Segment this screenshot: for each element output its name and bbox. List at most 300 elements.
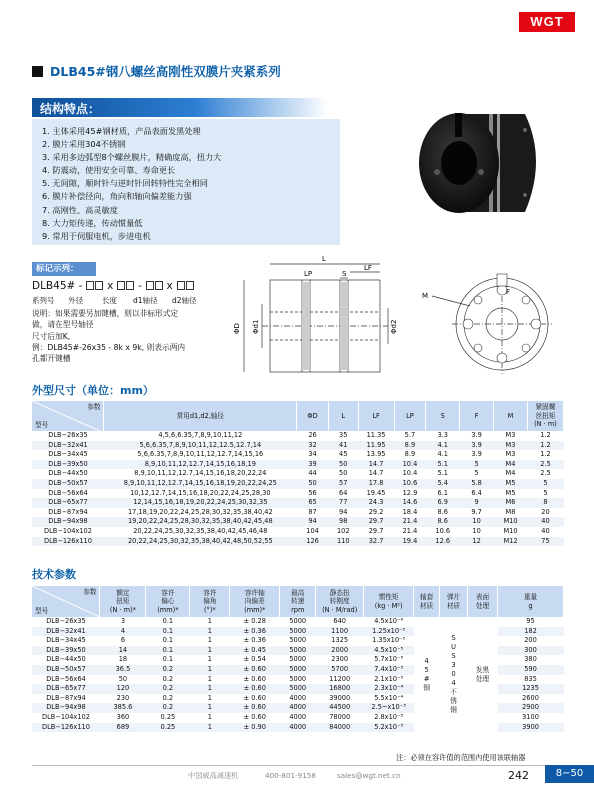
footer-phone: 400-801-9158 [265, 771, 316, 780]
table-cell: 0.2 [162, 693, 174, 702]
table-cell: 32.7 [358, 537, 394, 547]
table-cell: 12.9 [402, 488, 418, 497]
feature-item: 9. 常用于伺服电机，步进电机 [42, 230, 151, 241]
table-cell: 3.9 [471, 450, 482, 459]
table-cell: DLB−65x77 [32, 498, 104, 508]
table-cell: 0.2 [146, 703, 190, 713]
table-cell: 40 [541, 526, 550, 535]
table-cell: 29.7 [368, 526, 384, 535]
table-cell: 20,22,24,25,30,32,35,38,40,42,45,46,48 [133, 526, 268, 535]
table-cell: 1 [207, 674, 212, 683]
feature-item: 8. 大力矩传递，传动惯量低 [42, 217, 143, 228]
dim-OD: ΦD [233, 323, 241, 334]
table-cell: 50 [118, 674, 128, 683]
table-cell: 84000 [316, 723, 364, 733]
table-cell: 12 [460, 537, 494, 547]
table-cell: 24.3 [358, 498, 394, 508]
code-prefix: DLB45# - [32, 280, 83, 292]
table-cell: 6.4 [471, 488, 482, 497]
table-cell: 57 [328, 479, 358, 489]
table-cell: 5.4 [426, 479, 460, 489]
table-cell: 4,5,6,6.35,7,8,9,10,11,12 [158, 431, 243, 439]
table-cell: M3 [494, 441, 528, 451]
table-cell: 380 [524, 655, 537, 664]
page-number: 242 [508, 769, 529, 782]
table-cell: M10 [503, 526, 518, 535]
table-cell: 5.7 [404, 431, 416, 439]
col-header: 惯性矩 (kg · M²) [364, 586, 414, 617]
table-cell: 5700 [316, 665, 364, 675]
table-cell: 44500 [316, 703, 364, 713]
table-cell: 29.7 [358, 517, 394, 527]
feature-item: 6. 膜片补偿径向，角向和轴向偏差能力强 [42, 191, 192, 202]
material-cell: 4 5 # 钢 [414, 617, 440, 732]
table-cell: 29.2 [368, 507, 384, 516]
table-cell: 6.1 [437, 488, 448, 497]
table-cell: 5.1 [426, 460, 460, 470]
table-cell: DLB−126x110 [32, 723, 100, 733]
table-cell: DLB−44x50 [46, 655, 86, 664]
dim-L: L [322, 255, 326, 263]
table-cell: 3900 [498, 723, 564, 733]
table-cell: DLB−26x35 [46, 617, 86, 625]
features-list [32, 119, 340, 245]
table-row [32, 498, 564, 508]
table-cell: DLB−50x57 [32, 665, 100, 675]
code-box [126, 281, 134, 290]
table-cell: M3 [505, 431, 516, 439]
table-cell: ± 0.28 [243, 617, 266, 625]
example-note [32, 308, 232, 364]
table-cell: 0.1 [146, 646, 190, 656]
table-cell: 1.25x10⁻⁵ [364, 627, 414, 637]
table-row [32, 450, 564, 460]
table-cell: 8 [527, 498, 563, 508]
table-row [32, 441, 564, 451]
table-cell: ± 0.36 [243, 636, 266, 645]
table-corner [32, 401, 104, 431]
corner-param: 参数 [87, 403, 101, 411]
table-cell: ± 0.36 [230, 627, 280, 637]
table-cell: 360 [116, 712, 130, 721]
table-cell: 110 [328, 537, 358, 547]
footer-note: 注：必须在容许值的范围内使用该联轴器 [396, 753, 526, 762]
dim-LP: LP [304, 270, 313, 278]
table-cell: 2600 [522, 693, 539, 702]
note-line: 说明：如果需要另加键槽，则以非标形式定 [32, 309, 179, 318]
table-cell: 8,9,10,11,12,12.7,14,15,16,18,19 [104, 460, 297, 470]
table-cell: 10 [460, 517, 494, 527]
table-cell: 5 [543, 488, 548, 497]
table-cell: 2900 [498, 703, 564, 713]
brand-logo: WGT [519, 12, 575, 32]
table-cell: 5.7x10⁻⁵ [374, 655, 404, 664]
code-box [186, 281, 194, 290]
table-cell: 0.25 [146, 723, 190, 733]
table-cell: M10 [494, 517, 528, 527]
coupling-product-image [397, 100, 547, 235]
col-header: 静态扭 转刚度 (N · M/rad) [316, 586, 364, 617]
label-d1: d1轴径 [133, 296, 158, 305]
table-cell: 12,14,15,16,18,19,20,22,24,25,30,32,35 [104, 498, 297, 508]
table-cell: 77 [328, 498, 358, 508]
table-cell: 4.5x10⁻⁶ [374, 617, 404, 625]
table-cell: 1.2 [527, 441, 563, 451]
dim-S: S [342, 270, 347, 278]
features-banner [32, 98, 328, 117]
table-cell: 1 [207, 655, 212, 664]
table-cell: 0.1 [162, 636, 174, 645]
table-cell: 14.6 [394, 498, 426, 508]
table-cell: 689 [100, 723, 146, 733]
dimensions-heading: 外型尺寸（单位：mm） [32, 384, 154, 397]
table-cell: 87 [308, 507, 317, 516]
table-cell: DLB−26x35 [48, 431, 88, 439]
table-cell: 385.6 [100, 703, 146, 713]
dim-M: M [422, 292, 429, 300]
table-cell: 0.2 [146, 665, 190, 675]
code-box [117, 281, 125, 290]
code-box [146, 281, 154, 290]
table-row [32, 431, 564, 441]
table-cell: 2.5 [527, 460, 563, 470]
table-cell: DLB−39x50 [32, 646, 100, 656]
table-cell: 1 [190, 703, 230, 713]
table-cell: DLB−44x50 [48, 469, 88, 478]
table-cell: 200 [524, 636, 537, 645]
table-cell: 0.25 [160, 712, 176, 721]
table-cell: 1325 [331, 636, 349, 645]
table-cell: 44 [308, 469, 317, 478]
table-cell: 9.7 [471, 507, 482, 516]
table-cell: 75 [527, 537, 563, 547]
table-cell: 1 [190, 627, 230, 637]
table-cell: 2.5 [540, 469, 551, 478]
table-cell: 1 [190, 723, 230, 733]
note-line: 尺寸后加K, [32, 331, 71, 341]
note-line: 孔都开键槽 [32, 354, 71, 364]
table-cell: 65 [297, 498, 329, 508]
table-cell: DLB−94x98 [32, 703, 100, 713]
table-cell: 8.6 [437, 507, 448, 516]
table-cell: 120 [100, 684, 146, 694]
table-cell: 9 [460, 498, 494, 508]
table-cell: 5.1 [437, 469, 448, 478]
table-cell: 182 [498, 627, 564, 637]
table-cell: 13.95 [366, 450, 386, 459]
col-header: LF [358, 401, 394, 431]
col-header: 常用d1,d2,轴径 [104, 401, 297, 431]
table-row [32, 517, 564, 527]
table-cell: 3.3 [437, 431, 448, 439]
table-cell: 300 [498, 646, 564, 656]
table-cell: 8.6 [426, 517, 460, 527]
table-cell: 14 [100, 646, 146, 656]
table-cell: 10.4 [402, 469, 418, 478]
table-cell: 3 [120, 617, 126, 625]
table-cell: 3.9 [460, 441, 494, 451]
table-cell: M3 [505, 450, 516, 459]
col-header: 弹片 材质 [440, 586, 468, 617]
code-box [86, 281, 94, 290]
table-cell: 7.4x10⁻⁵ [364, 665, 414, 675]
table-cell: 8.9 [394, 441, 426, 451]
table-cell: 5.5x10⁻⁴ [374, 693, 404, 702]
col-header: 轴套 材质 [414, 586, 440, 617]
table-cell: 1 [207, 712, 212, 721]
code-x: x [107, 280, 114, 292]
table-row [32, 460, 564, 470]
table-cell: 6.9 [426, 498, 460, 508]
col-header: 容许 偏心 (mm)* [146, 586, 190, 617]
table-cell: ± 0.90 [230, 723, 280, 733]
code-dash: - [138, 280, 142, 292]
table-cell: 39000 [329, 693, 351, 702]
feature-item: 5. 无间隙，顺时针与逆时针回转特性完全相同 [42, 178, 208, 189]
table-cell: 0.2 [162, 674, 174, 683]
table-row [32, 479, 564, 489]
table-cell: 35 [339, 431, 348, 439]
table-cell: DLB−39x50 [32, 460, 104, 470]
table-cell: 1 [190, 646, 230, 656]
table-cell: DLB−65x77 [32, 684, 100, 694]
table-cell: 36.5 [100, 665, 146, 675]
col-header: 紧固螺 丝扭矩 (N · m) [527, 401, 563, 431]
table-cell: ± 0.60 [243, 693, 266, 702]
material-cell: S U S 3 0 4 不 锈 钢 [440, 617, 468, 732]
table-cell: 8.9 [404, 450, 416, 459]
table-cell: 12.6 [426, 537, 460, 547]
table-cell: 14.7 [358, 460, 394, 470]
table-cell: 5 [460, 460, 494, 470]
table-cell: DLB−34x45 [46, 636, 86, 645]
table-cell: 5,6,6.35,7,8,9,10,11,12,12.5,12.7,14 [104, 441, 297, 451]
dim-d2: Φd2 [390, 319, 398, 334]
table-row [32, 537, 564, 547]
table-cell: 0.1 [162, 617, 174, 625]
model-code [32, 280, 194, 292]
table-cell: 0.1 [162, 655, 174, 664]
corner-param: 参数 [83, 588, 97, 596]
table-cell: 11200 [329, 674, 351, 683]
label-len: 长度 [102, 296, 117, 305]
table-cell: 5000 [280, 646, 316, 656]
col-header: 表面 处理 [468, 586, 498, 617]
table-cell: M5 [505, 488, 516, 497]
col-header: 重量 g [498, 586, 564, 617]
table-cell: 2.8x10⁻³ [374, 712, 404, 721]
corner-model: 型号 [35, 420, 49, 429]
table-cell: 5 [527, 479, 563, 489]
table-cell: 2000 [316, 646, 364, 656]
table-cell: 17.8 [358, 479, 394, 489]
table-cell: DLB−56x64 [46, 674, 86, 683]
table-cell: 4000 [289, 693, 307, 702]
table-cell: 98 [328, 517, 358, 527]
table-cell: 8,9,10,11,12,12.7,14,15,16,18,20,22,24 [134, 469, 267, 478]
table-cell: 5.2x10⁻³ [364, 723, 414, 733]
table-cell: 102 [336, 526, 350, 535]
table-cell: 50 [328, 460, 358, 470]
feature-item: 4. 防震动，使用安全可靠、寿命更长 [42, 165, 176, 176]
table-cell: 6 [120, 636, 126, 645]
table-cell: 5 [474, 469, 479, 478]
table-cell: DLB−94x98 [32, 517, 104, 527]
table-cell: 2.3x10⁻⁴ [364, 684, 414, 694]
note-line: 做，请在型号轴径 [32, 320, 94, 330]
table-cell: DLB−56x64 [48, 488, 88, 497]
table-cell: 21.4 [402, 526, 418, 535]
table-cell: 5000 [280, 665, 316, 675]
page-title: DLB45#钢八螺丝高刚性双膜片夹紧系列 [50, 64, 281, 79]
table-cell: 4.1 [426, 441, 460, 451]
table-cell: 41 [328, 441, 358, 451]
table-cell: 5000 [289, 617, 307, 625]
table-row [32, 617, 564, 627]
tech-table [32, 586, 564, 732]
col-header: F [460, 401, 494, 431]
dimensions-table [32, 401, 564, 546]
table-cell: 45 [339, 450, 348, 459]
code-box [155, 281, 163, 290]
table-cell: 1.2 [540, 450, 551, 459]
example-tag: 标记示列： [32, 262, 96, 276]
table-cell: 19.4 [394, 537, 426, 547]
table-cell: 20,22,24,25,30,32,35,38,40,42,48,50,52,55 [104, 537, 297, 547]
corner-model: 型号 [35, 606, 49, 615]
table-row [32, 489, 564, 499]
table-cell: 20 [541, 507, 550, 516]
table-cell: 94 [339, 507, 348, 516]
table-cell: 18.4 [402, 507, 418, 516]
table-cell: 10 [472, 526, 481, 535]
table-cell: 2.5~x10⁻³ [364, 703, 414, 713]
table-cell: DLB−32x41 [32, 441, 104, 451]
table-cell: 21.4 [394, 517, 426, 527]
dim-LF: LF [364, 264, 372, 272]
table-cell: 5000 [280, 684, 316, 694]
table-cell: M4 [494, 460, 528, 470]
table-cell: 64 [339, 488, 348, 497]
footer-company: 中国威高减速机 [188, 771, 239, 780]
table-cell: DLB−87x94 [46, 693, 86, 702]
tech-heading: 技术参数 [32, 568, 76, 581]
code-x: x [166, 280, 173, 292]
table-cell: ± 0.60 [230, 665, 280, 675]
table-corner [32, 586, 100, 617]
table-cell: 50 [297, 479, 329, 489]
feature-item: 1. 主体采用45#钢材质，产品表面发黑处理 [42, 126, 201, 136]
table-cell: 5.8 [460, 479, 494, 489]
title-marker [32, 66, 43, 77]
code-box [95, 281, 103, 290]
table-cell: 78000 [329, 712, 351, 721]
note-line: 例：DLB45#-26x35 - 8k x 9k, 则表示两内 [32, 342, 186, 352]
table-cell: 95 [526, 617, 535, 625]
table-cell: DLB−32x41 [32, 627, 100, 637]
table-cell: 1.2 [540, 431, 551, 439]
table-cell: 4000 [289, 712, 307, 721]
table-cell: 1 [190, 665, 230, 675]
table-cell: 19.45 [366, 488, 386, 497]
table-cell: ± 0.60 [230, 684, 280, 694]
table-cell: 590 [498, 665, 564, 675]
col-header: 容许 偏角 (°)* [190, 586, 230, 617]
col-header: 容许轴 向偏差 (mm)* [230, 586, 280, 617]
table-cell: 14.7 [368, 469, 384, 478]
table-cell: DLB−34x45 [48, 450, 88, 459]
table-cell: 126 [297, 537, 329, 547]
table-cell: DLB−87x94 [48, 507, 88, 516]
table-cell: 1 [207, 617, 212, 625]
table-cell: 10.4 [394, 460, 426, 470]
table-cell: 4000 [280, 703, 316, 713]
footer-divider [32, 765, 564, 766]
table-cell: M6 [494, 498, 528, 508]
table-cell: 5000 [289, 636, 307, 645]
dim-F: F [506, 288, 511, 296]
table-cell: 34 [308, 450, 317, 459]
table-cell: 0.1 [146, 627, 190, 637]
col-header: 最高 转速 rpm [280, 586, 316, 617]
table-cell: ± 0.60 [230, 703, 280, 713]
table-cell: 2300 [331, 655, 349, 664]
table-cell: DLB−104x102 [44, 526, 92, 535]
table-cell: DLB−126x110 [32, 537, 104, 547]
table-cell: DLB−104x102 [42, 712, 90, 721]
col-header: LP [394, 401, 426, 431]
col-header: ΦD [297, 401, 329, 431]
table-cell: DLB−50x57 [32, 479, 104, 489]
table-row [32, 527, 564, 537]
table-cell: 50 [339, 469, 348, 478]
table-cell: M8 [505, 507, 516, 516]
label-d2: d2轴径 [172, 296, 197, 305]
table-cell: 8,9,10,11,12,12.7,14,15,16,18,19,20,22,24,25 [104, 479, 297, 489]
feature-item: 2. 膜片采用304不锈钢 [42, 139, 126, 150]
table-cell: 0.2 [146, 684, 190, 694]
table-cell: 1.35x10⁻⁵ [372, 636, 406, 645]
feature-item: 3. 采用多边弧型8个螺丝膜片，精确度高，扭力大 [42, 152, 222, 163]
section-tab: 8−50 [545, 765, 594, 783]
table-cell: 3100 [522, 712, 539, 721]
table-cell: 1 [207, 636, 212, 645]
table-cell: 5000 [280, 627, 316, 637]
table-cell: 1 [207, 693, 212, 702]
table-cell: ± 0.45 [230, 646, 280, 656]
col-header: S [426, 401, 460, 431]
table-cell: ± 0.60 [243, 674, 266, 683]
col-header: M [494, 401, 528, 431]
table-cell: 104 [306, 526, 319, 535]
table-cell: 5000 [289, 674, 307, 683]
table-cell: 40 [527, 517, 563, 527]
table-cell: 4000 [280, 723, 316, 733]
table-cell: ± 0.60 [243, 712, 266, 721]
table-cell: 1100 [316, 627, 364, 637]
table-cell: 5,6,6.35,7,8,9,10,11,12,12.7,14,15,16 [137, 450, 264, 459]
table-cell: 17,18,19,20,22,24,25,28,30,32,35,38,40,42 [127, 507, 273, 516]
table-cell: M4 [505, 469, 516, 478]
table-cell: 26 [308, 431, 317, 439]
table-cell: M12 [494, 537, 528, 547]
table-cell: 4 [100, 627, 146, 637]
table-row [32, 469, 564, 479]
label-od: 外径 [68, 296, 83, 305]
table-cell: 5000 [289, 655, 307, 664]
feature-item: 7. 高刚性、高灵敏度 [42, 204, 118, 215]
table-cell: 10.6 [435, 526, 451, 535]
